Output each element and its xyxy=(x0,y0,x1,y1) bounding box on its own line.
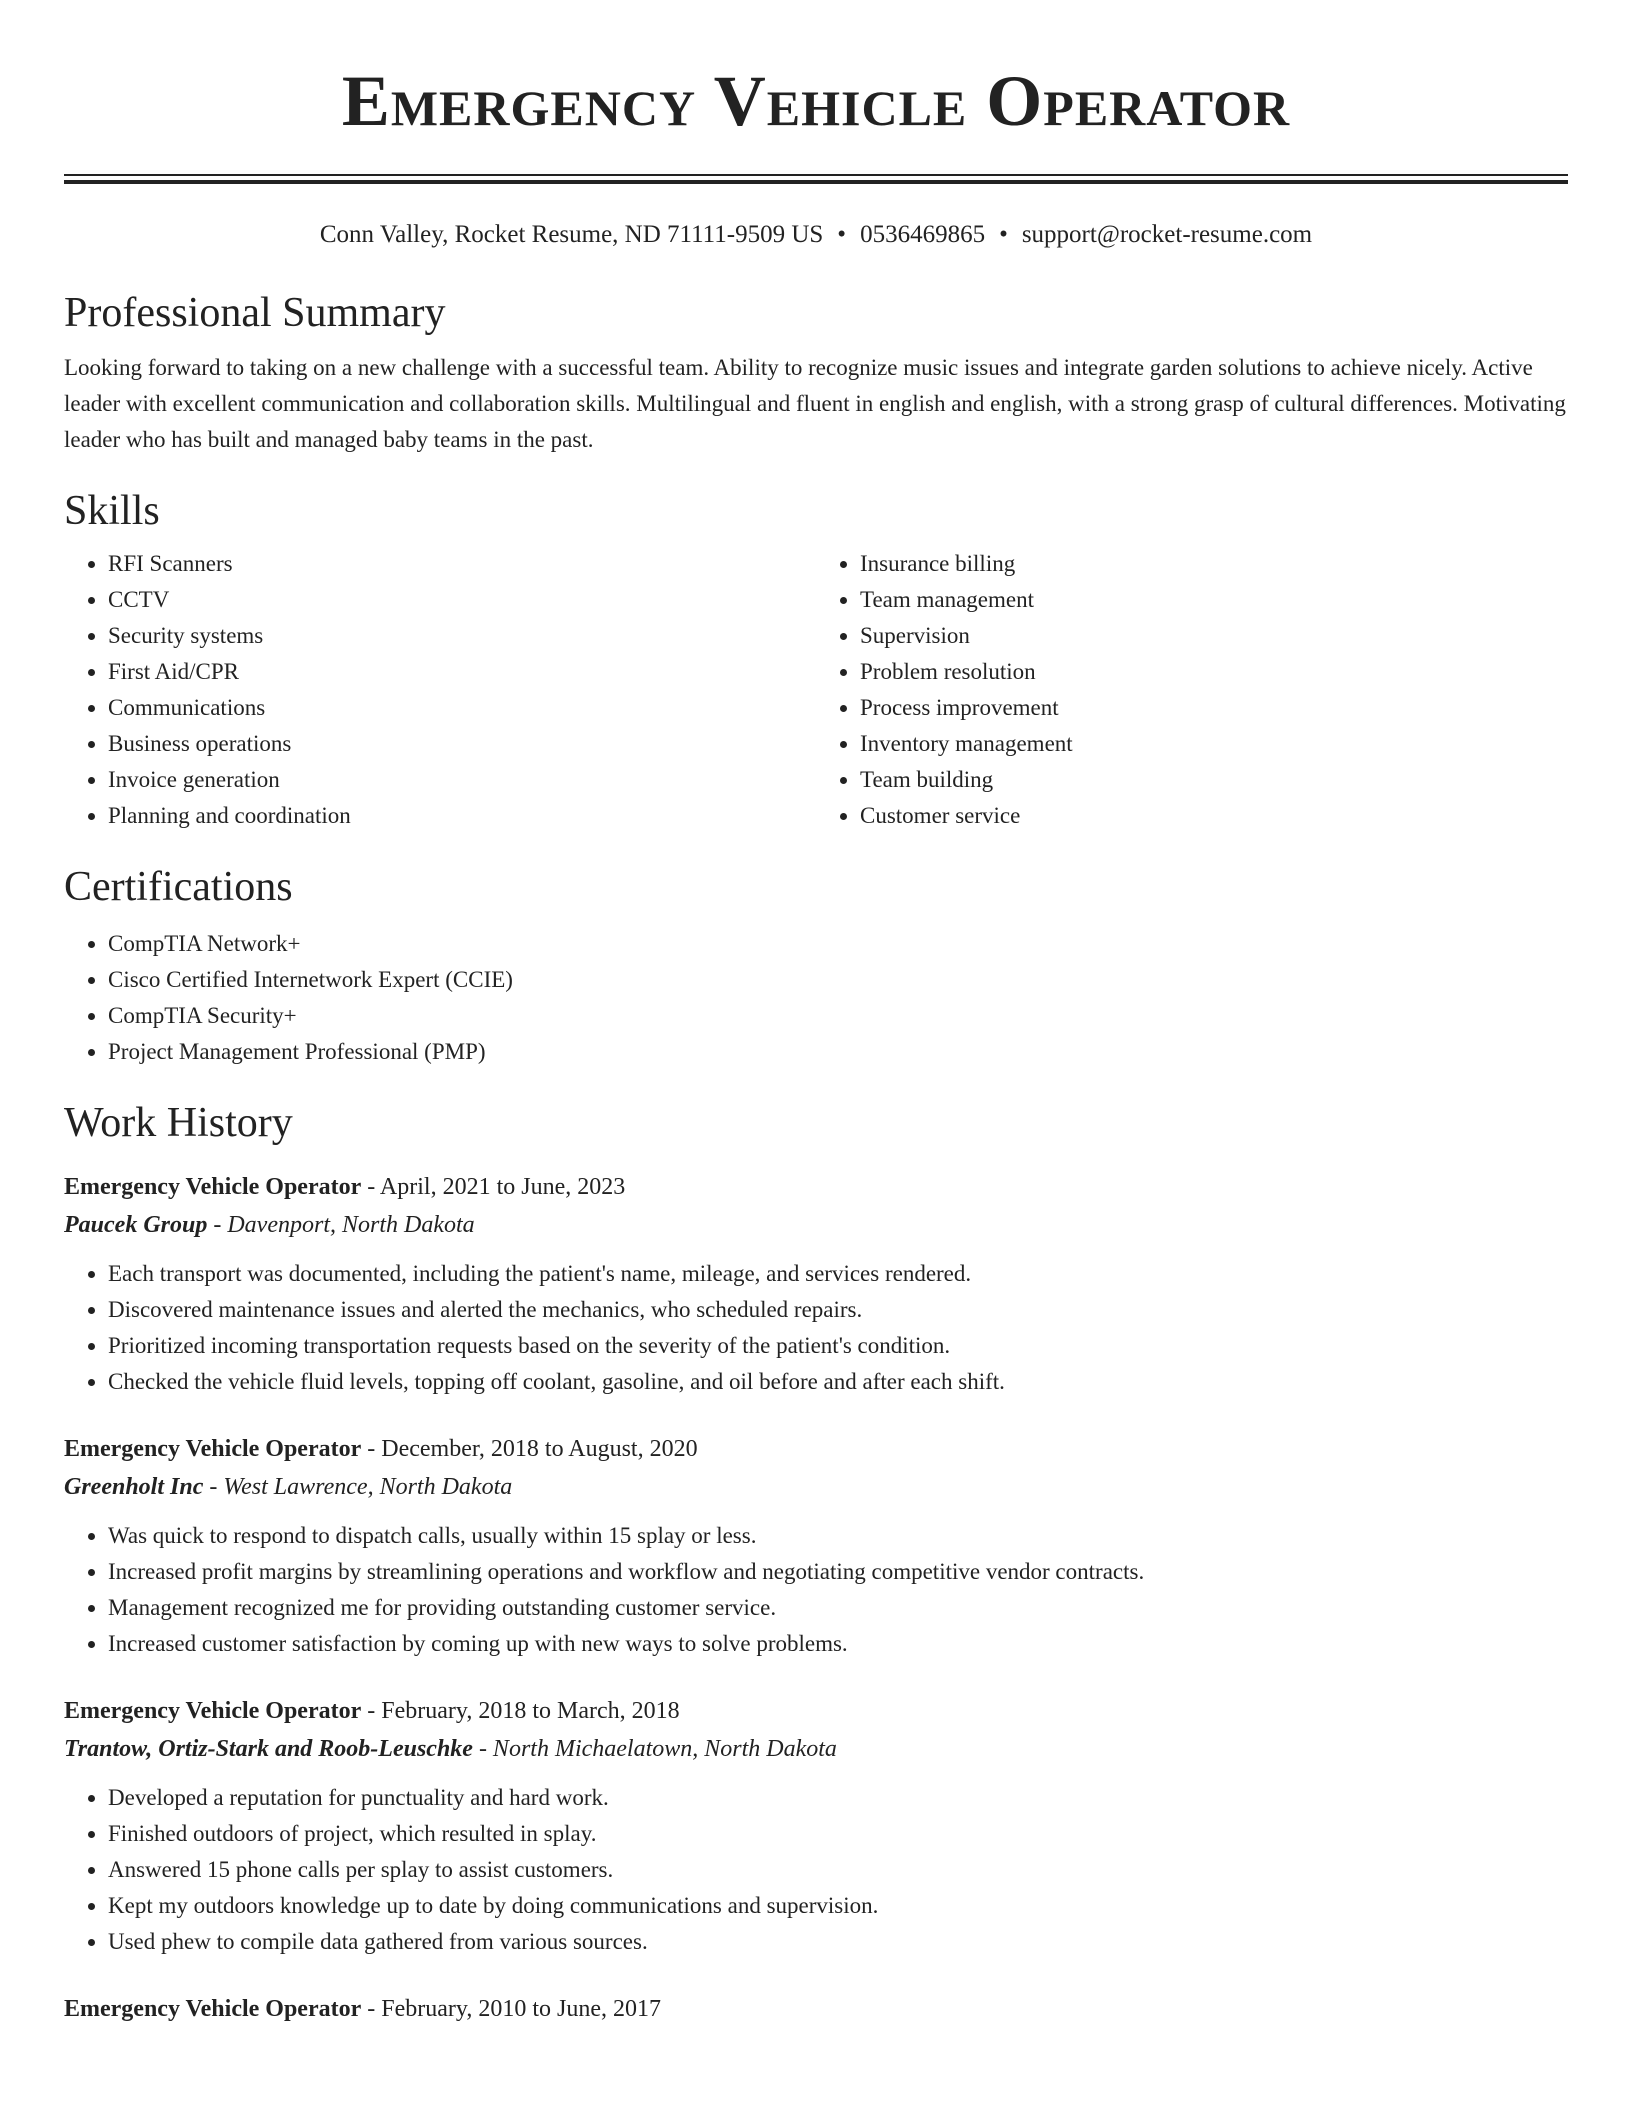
job-entry xyxy=(64,1430,1568,1662)
job-header xyxy=(64,1430,1568,1468)
summary-heading: Professional Summary xyxy=(64,290,446,336)
skill-item: • Process improvement xyxy=(860,690,1568,726)
job-bullet: • Used phew to compile data gathered from various sources. xyxy=(108,1924,1568,1960)
skill-item: • Security systems xyxy=(108,618,816,654)
certification-item: • CompTIA Network+ xyxy=(108,926,1568,962)
contact-separator: • xyxy=(999,221,1008,248)
job-location: - Davenport, North Dakota xyxy=(207,1212,475,1238)
skill-item: • Problem resolution xyxy=(860,654,1568,690)
skill-item: • Customer service xyxy=(860,798,1568,834)
skill-item: • First Aid/CPR xyxy=(108,654,816,690)
job-bullets xyxy=(64,1518,1568,1662)
certification-item: • CompTIA Security+ xyxy=(108,998,1568,1034)
job-bullet: • Kept my outdoors knowledge up to date by doing communications and supervision. xyxy=(108,1888,1568,1924)
job-bullets xyxy=(64,1256,1568,1400)
job-bullet: • Answered 15 phone calls per splay to assist customers. xyxy=(108,1852,1568,1888)
job-bullet: • Management recognized me for providing outstanding customer service. xyxy=(108,1590,1568,1626)
skill-item: • Communications xyxy=(108,690,816,726)
contact-phone: 0536469865 xyxy=(860,221,986,248)
summary-text: Looking forward to taking on a new challenge with a successful team. Ability to recognize music issues and integrate garden solutions to achieve nicely. Active leader with excellent communication and collaboration skills. Multilingual and fluent in english and english, with a strong grasp of cultural differences. Motivating leader who has built and managed baby teams in the past. xyxy=(64,355,1566,452)
job-title: Emergency Vehicle Operator xyxy=(64,1174,362,1200)
skill-item: • Planning and coordination xyxy=(108,798,816,834)
job-bullets xyxy=(64,1780,1568,1960)
job-company: Greenholt Inc xyxy=(64,1474,204,1500)
job-bullet: • Was quick to respond to dispatch calls, usually within 15 splay or less. xyxy=(108,1518,1568,1554)
job-title: Emergency Vehicle Operator xyxy=(64,1698,362,1724)
work-history-heading: Work History xyxy=(64,1100,293,1146)
job-bullet: • Discovered maintenance issues and alerted the mechanics, who scheduled repairs. xyxy=(108,1292,1568,1328)
job-bullet: • Increased customer satisfaction by coming up with new ways to solve problems. xyxy=(108,1626,1568,1662)
job-bullet: • Prioritized incoming transportation requests based on the severity of the patient's condition. xyxy=(108,1328,1568,1364)
job-location: - West Lawrence, North Dakota xyxy=(203,1474,513,1500)
job-bullet: • Developed a reputation for punctuality and hard work. xyxy=(108,1780,1568,1816)
job-location: - North Michaelatown, North Dakota xyxy=(472,1736,837,1762)
certification-item: • Cisco Certified Internetwork Expert (CCIE) xyxy=(108,962,1568,998)
job-title: Emergency Vehicle Operator xyxy=(64,1996,362,2022)
job-entry xyxy=(64,1990,1568,2028)
skill-item: • Supervision xyxy=(860,618,1568,654)
contact-line xyxy=(64,218,1568,252)
certifications-list xyxy=(64,926,1568,1070)
job-dates: - February, 2010 to June, 2017 xyxy=(361,1996,661,2022)
job-dates: - February, 2018 to March, 2018 xyxy=(361,1698,680,1724)
contact-email[interactable]: support@rocket-resume.com xyxy=(1021,221,1313,248)
job-dates: - December, 2018 to August, 2020 xyxy=(361,1436,698,1462)
skill-item: • Team building xyxy=(860,762,1568,798)
job-company-line xyxy=(64,1206,1568,1244)
skills-heading: Skills xyxy=(64,488,160,534)
resume-name: Emergency Vehicle Operator xyxy=(341,61,1291,141)
job-entry xyxy=(64,1168,1568,1400)
job-company-line xyxy=(64,1468,1568,1506)
skill-item: • Business operations xyxy=(108,726,816,762)
job-company: Trantow, Ortiz-Stark and Roob-Leuschke xyxy=(64,1736,473,1762)
job-header xyxy=(64,1168,1568,1206)
skills-column-2 xyxy=(816,546,1568,834)
skills-list xyxy=(64,546,1568,834)
header-divider xyxy=(64,174,1568,184)
job-dates: - April, 2021 to June, 2023 xyxy=(361,1174,626,1200)
certification-item: • Project Management Professional (PMP) xyxy=(108,1034,1568,1070)
job-bullet: • Increased profit margins by streamlining operations and workflow and negotiating competitive vendor contracts. xyxy=(108,1554,1568,1590)
skill-item: • Insurance billing xyxy=(860,546,1568,582)
job-bullet: • Each transport was documented, including the patient's name, mileage, and services rendered. xyxy=(108,1256,1568,1292)
job-header xyxy=(64,1990,1568,2028)
skill-item: • Invoice generation xyxy=(108,762,816,798)
contact-separator: • xyxy=(837,221,847,248)
skill-item: • Team management xyxy=(860,582,1568,618)
job-title: Emergency Vehicle Operator xyxy=(64,1436,362,1462)
job-bullet: • Checked the vehicle fluid levels, topping off coolant, gasoline, and oil before and after each shift. xyxy=(108,1364,1568,1400)
skill-item: • Inventory management xyxy=(860,726,1568,762)
skill-item: • CCTV xyxy=(108,582,816,618)
job-bullet: • Finished outdoors of project, which resulted in splay. xyxy=(108,1816,1568,1852)
skill-item: • RFI Scanners xyxy=(108,546,816,582)
contact-address: Conn Valley, Rocket Resume, ND 71111-9509 US xyxy=(319,221,824,248)
certifications-heading: Certifications xyxy=(64,864,293,910)
job-company: Paucek Group xyxy=(64,1212,208,1238)
job-header xyxy=(64,1692,1568,1730)
job-entry xyxy=(64,1692,1568,1960)
skills-column-1 xyxy=(64,546,816,834)
job-company-line xyxy=(64,1730,1568,1768)
